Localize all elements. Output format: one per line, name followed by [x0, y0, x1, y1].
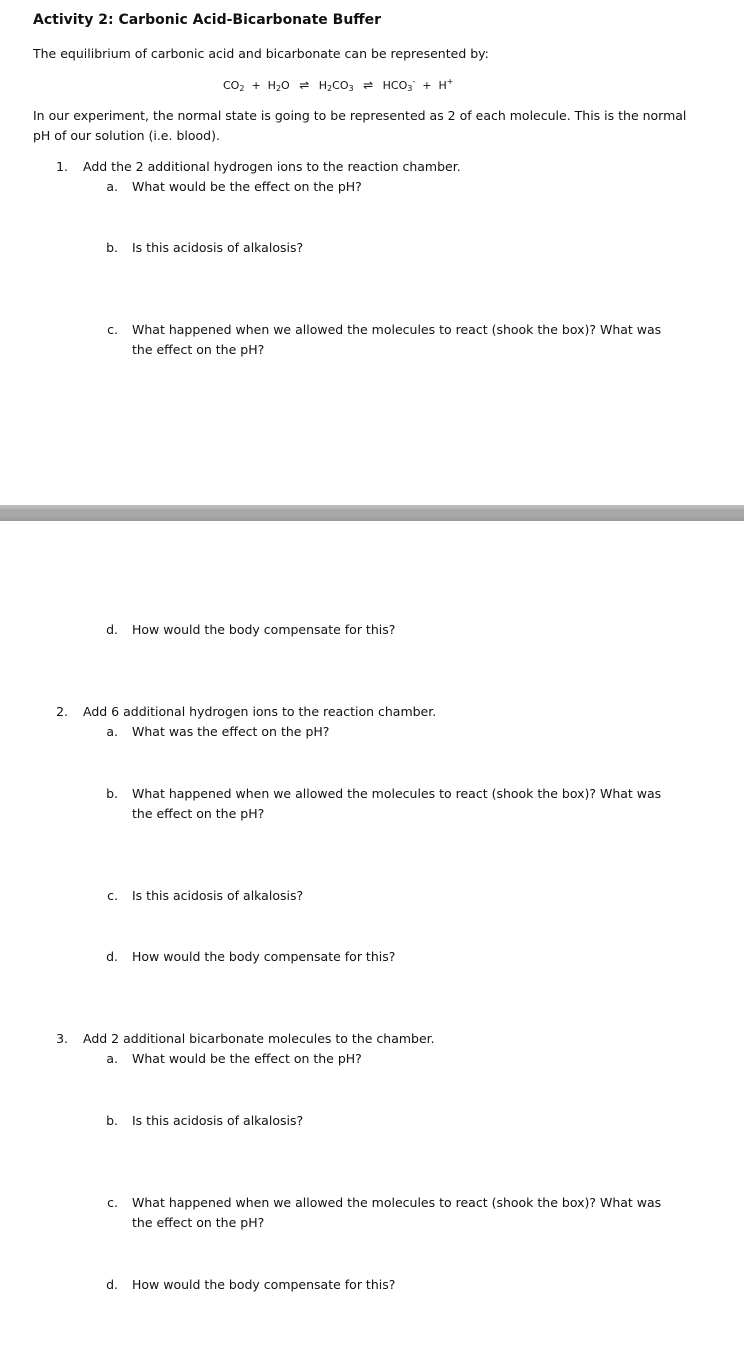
question-1a-text: What would be the effect on the pH?	[132, 179, 362, 194]
normal-state-text-line1: In our experiment, the normal state is going to be represented as 2 of each molecule. This is the normal	[33, 108, 687, 123]
question-number: 3.	[56, 1031, 68, 1046]
sub-question-letter: c.	[107, 888, 118, 903]
question-3a-text: What would be the effect on the pH?	[132, 1051, 362, 1066]
question-1-text: Add the 2 additional hydrogen ions to the reaction chamber.	[83, 159, 461, 174]
question-3c-text-line1: What happened when we allowed the molecules to react (shook the box)? What was	[132, 1195, 662, 1210]
sub-question-letter: c.	[107, 1195, 118, 1210]
question-3c-text-line2: the effect on the pH?	[132, 1215, 265, 1230]
sub-question-letter: b.	[106, 786, 118, 801]
sub-question-letter: d.	[106, 622, 118, 637]
question-1c-text-line2: the effect on the pH?	[132, 342, 265, 357]
question-3d-text: How would the body compensate for this?	[132, 1277, 396, 1292]
question-1c-text-line1: What happened when we allowed the molecules to react (shook the box)? What was	[132, 322, 662, 337]
question-2d-text: How would the body compensate for this?	[132, 949, 396, 964]
question-1b-text: Is this acidosis of alkalosis?	[132, 240, 304, 255]
intro-text: The equilibrium of carbonic acid and bicarbonate can be represented by:	[33, 46, 489, 61]
sub-question-letter: d.	[106, 1277, 118, 1292]
sub-question-letter: a.	[106, 1051, 118, 1066]
sub-question-letter: b.	[106, 240, 118, 255]
page-title: Activity 2: Carbonic Acid-Bicarbonate Buffer	[33, 12, 382, 28]
sub-question-letter: d.	[106, 949, 118, 964]
question-3b-text: Is this acidosis of alkalosis?	[132, 1113, 304, 1128]
normal-state-text-line2: pH of our solution (i.e. blood).	[33, 128, 220, 143]
question-number: 1.	[56, 159, 68, 174]
equilibrium-arrow: ⇌	[299, 78, 310, 92]
question-3-text: Add 2 additional bicarbonate molecules to the chamber.	[83, 1031, 435, 1046]
question-2-text: Add 6 additional hydrogen ions to the reaction chamber.	[83, 704, 437, 719]
question-number: 2.	[56, 704, 68, 719]
page-break-separator	[0, 505, 744, 521]
question-2b-text-line1: What happened when we allowed the molecules to react (shook the box)? What was	[132, 786, 662, 801]
question-2a-text: What was the effect on the pH?	[132, 724, 330, 739]
sub-question-letter: b.	[106, 1113, 118, 1128]
question-2c-text: Is this acidosis of alkalosis?	[132, 888, 304, 903]
question-1d-text: How would the body compensate for this?	[132, 622, 396, 637]
sub-question-letter: c.	[107, 322, 118, 337]
sub-question-letter: a.	[106, 724, 118, 739]
equilibrium-arrow: ⇌	[363, 78, 374, 92]
equilibrium-equation: $CO_2 + H_2O$ ⇌ $H_2CO_3$ ⇌ $HCO_3^- + H^+$	[223, 77, 454, 93]
question-2b-text-line2: the effect on the pH?	[132, 806, 265, 821]
sub-question-letter: a.	[106, 179, 118, 194]
